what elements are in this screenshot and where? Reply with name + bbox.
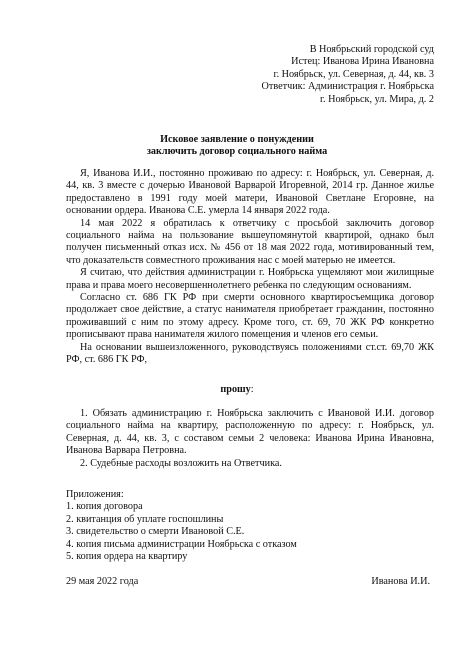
court-name: В Ноябрьский городской суд [309,44,434,55]
paragraph-legal-basis: Согласно ст. 686 ГК РФ при смерти основного квартиросъемщика договор продолжает свое действие, а статус нанимателя приобретает гражданин, постоянно проживавший с ним по этому адресу. Кроме того, ст. 69, 70 ЖК РФ конкретно прописывают права нанимателя жилого помещения и членов его семьи. [66,292,434,341]
paragraph-refusal: 14 мая 2022 я обратилась к ответчику с просьбой заключить договор социального найма на пользование вышеупомянутой квартирой, однако был получен письменный отказ исх. № 456 от 18 мая 2022 года, мотивированный тем, что доказательств совместного проживания нас с моей матерью не имеется. [66,217,434,266]
paragraph-grounds: На основании вышеизложенного, руководствуясь положениями ст.ст. 69,70 ЖК РФ, ст. 686 ГК РФ, [66,341,434,366]
defendant-address: г. Ноябрьск, ул. Мира, д. 2 [320,93,434,105]
attachments-list [66,489,434,563]
document-date: 29 мая 2022 года [66,576,139,587]
plaintiff-address: г. Ноябрьск, ул. Северная, д. 44, кв. 3 [273,68,434,80]
paragraph-rights: Я считаю, что действия администрации г. Ноябрьска ущемляют мои жилищные права и права моего несовершеннолетнего ребенка по следующим основаниям. [66,267,434,291]
document-title [40,134,434,159]
attachment-item: 3. свидетельство о смерти Ивановой С.Е. [66,526,245,538]
request-heading [40,384,434,396]
attachments-heading: Приложения: [66,489,124,500]
request-item-1: 1. Обязать администрацию г. Ноябрьска заключить с Ивановой И.И. договор социального найма на квартиру, расположенную по адресу: г. Ноябрьск, ул. Северная, д. 44, кв. 3, с составом семьи 2 человека: Иванова Ирина Ивановна, Иванова Варвара Петровна. [66,408,434,457]
attachment-item: 4. копия письма администрации Ноябрьска с отказом [66,538,297,550]
paragraph-residence: Я, Иванова И.И., постоянно проживаю по адресу: г. Ноябрьск, ул. Северная, д. 44, кв. 3 вместе с дочерью Ивановой Варварой Игоревной, 2014 гр. Данное жилье предоставлено в 1991 году моей матери, Ивановой Светлане Егоровне, на основании ордера. Иванова С.Е. умерла 14 января 2022 года. [66,168,434,217]
addressee-block [134,44,434,106]
title-line-2: заключить договор социального найма [146,146,328,158]
attachment-item: 1. копия договора [66,501,143,513]
claim-body [66,168,434,367]
defendant-name: Ответчик: Администрация г. Ноябрьска [261,81,434,93]
request-colon: : [250,384,254,395]
attachment-item: 5. копия ордера на квартиру [66,551,188,563]
request-item-2: 2. Судебные расходы возложить на Ответчика. [80,457,282,469]
request-word: прошу [220,384,251,395]
plaintiff-name: Истец: Иванова Ирина Ивановна [291,56,434,68]
signature-name: Иванова И.И. [371,576,430,587]
requests-block [66,408,434,470]
title-line-1: Исковое заявление о понуждении [160,134,314,145]
attachment-item: 2. квитанция об уплате госпошлины [66,513,224,525]
